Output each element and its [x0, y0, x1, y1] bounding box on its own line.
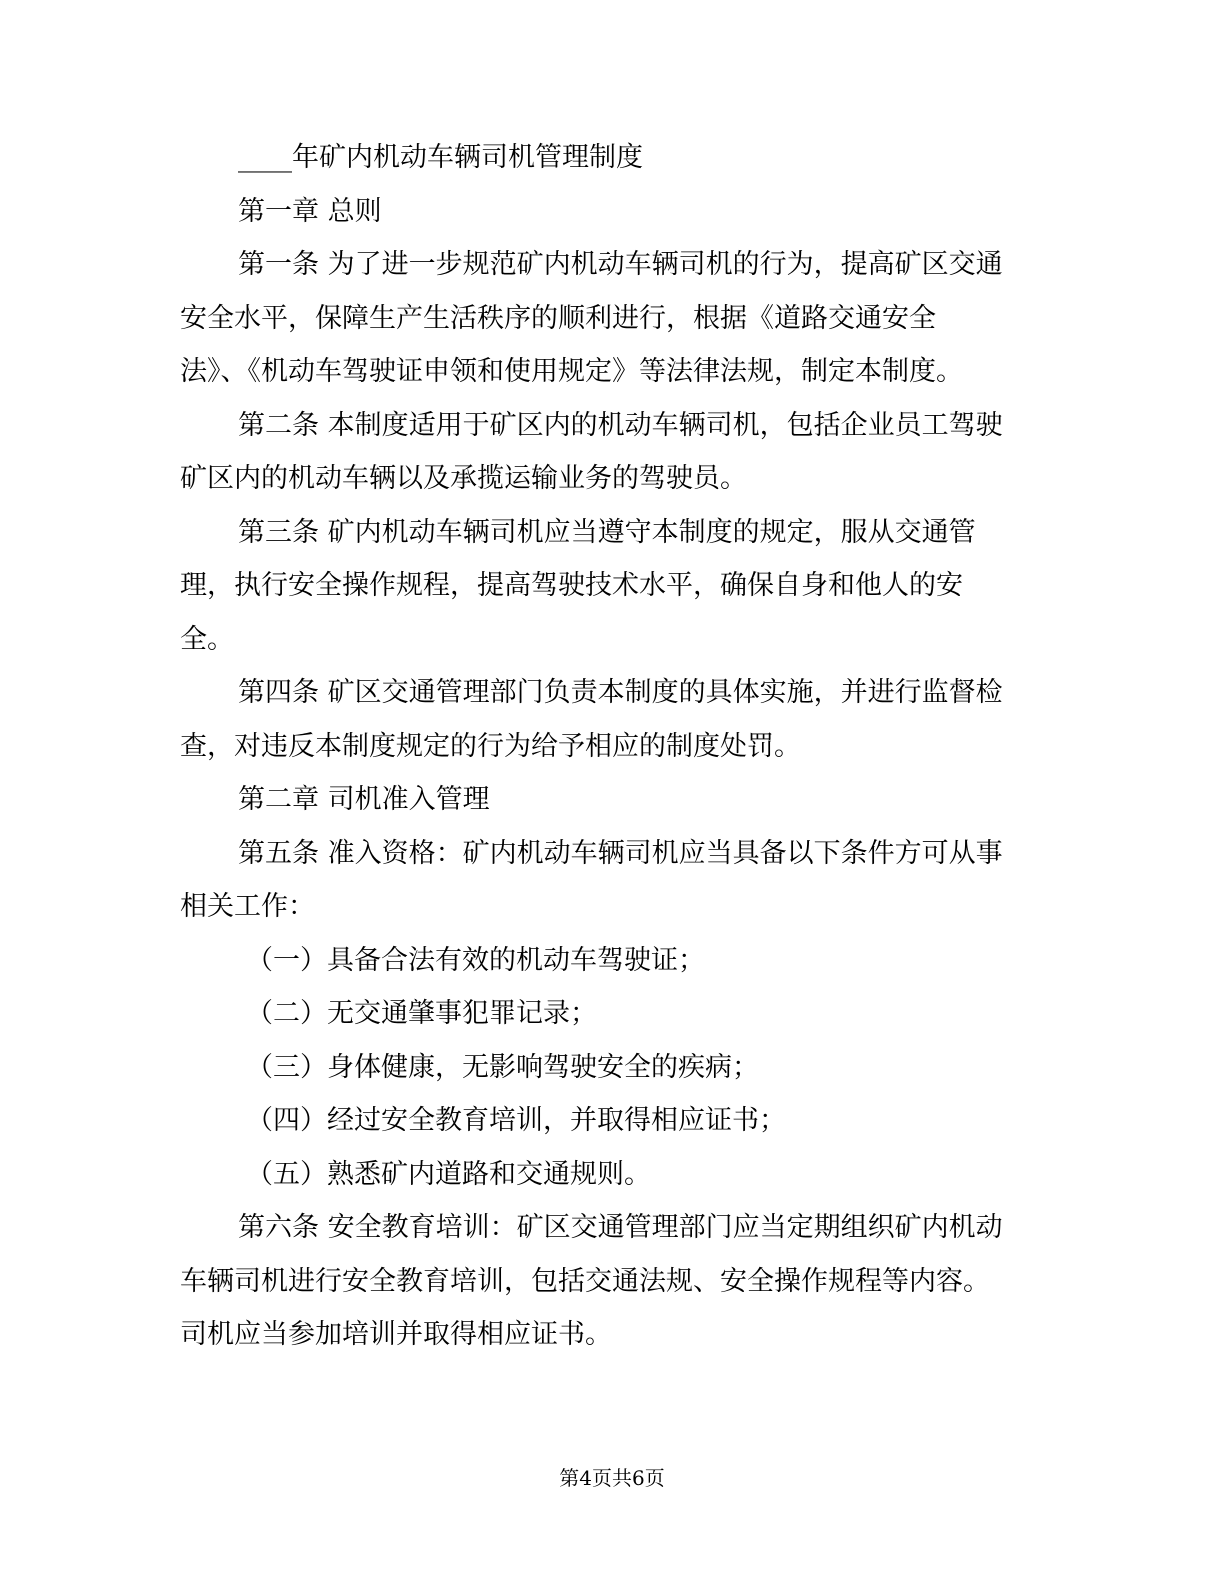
list-item: （四）经过安全教育培训，并取得相应证书； — [246, 1105, 786, 1136]
article-line: 相关工作： — [180, 891, 315, 922]
chapter-heading: 第二章 司机准入管理 — [238, 784, 490, 815]
article-line: 第三条 矿内机动车辆司机应当遵守本制度的规定，服从交通管 — [238, 516, 976, 548]
article-line: 第一条 为了进一步规范矿内机动车辆司机的行为，提高矿区交通 — [238, 249, 1003, 280]
article-line: 理，执行安全操作规程，提高驾驶技术水平，确保自身和他人的安 — [180, 570, 963, 601]
chapter-heading: 第一章 总则 — [238, 195, 382, 227]
article-line: 第五条 准入资格：矿内机动车辆司机应当具备以下条件方可从事 — [238, 837, 1003, 869]
article-line: 全。 — [180, 623, 234, 655]
document-title: ____年矿内机动车辆司机管理制度 — [238, 142, 643, 173]
article-line: 第四条 矿区交通管理部门负责本制度的具体实施，并进行监督检 — [238, 677, 1003, 708]
article-line: 第二条 本制度适用于矿区内的机动车辆司机，包括企业员工驾驶 — [238, 409, 1003, 441]
article-line: 矿区内的机动车辆以及承揽运输业务的驾驶员。 — [180, 463, 747, 494]
article-line: 法》、《机动车驾驶证申领和使用规定》等法律法规，制定本制度。 — [180, 356, 963, 387]
document-body — [180, 131, 1040, 1362]
list-item: （二）无交通肇事犯罪记录； — [246, 998, 597, 1029]
list-item: （五）熟悉矿内道路和交通规则。 — [246, 1158, 651, 1190]
list-item: （三）身体健康，无影响驾驶安全的疾病； — [246, 1051, 759, 1083]
article-line: 司机应当参加培训并取得相应证书。 — [180, 1319, 612, 1350]
article-line: 第六条 安全教育培训：矿区交通管理部门应当定期组织矿内机动 — [238, 1212, 1003, 1243]
page-number: 第4页共6页 — [559, 1466, 665, 1490]
article-line: 车辆司机进行安全教育培训，包括交通法规、安全操作规程等内容。 — [180, 1265, 990, 1297]
list-item: （一）具备合法有效的机动车驾驶证； — [246, 944, 705, 976]
article-line: 查，对违反本制度规定的行为给予相应的制度处罚。 — [180, 730, 801, 762]
article-line: 安全水平，保障生产生活秩序的顺利进行，根据《道路交通安全 — [180, 302, 936, 334]
